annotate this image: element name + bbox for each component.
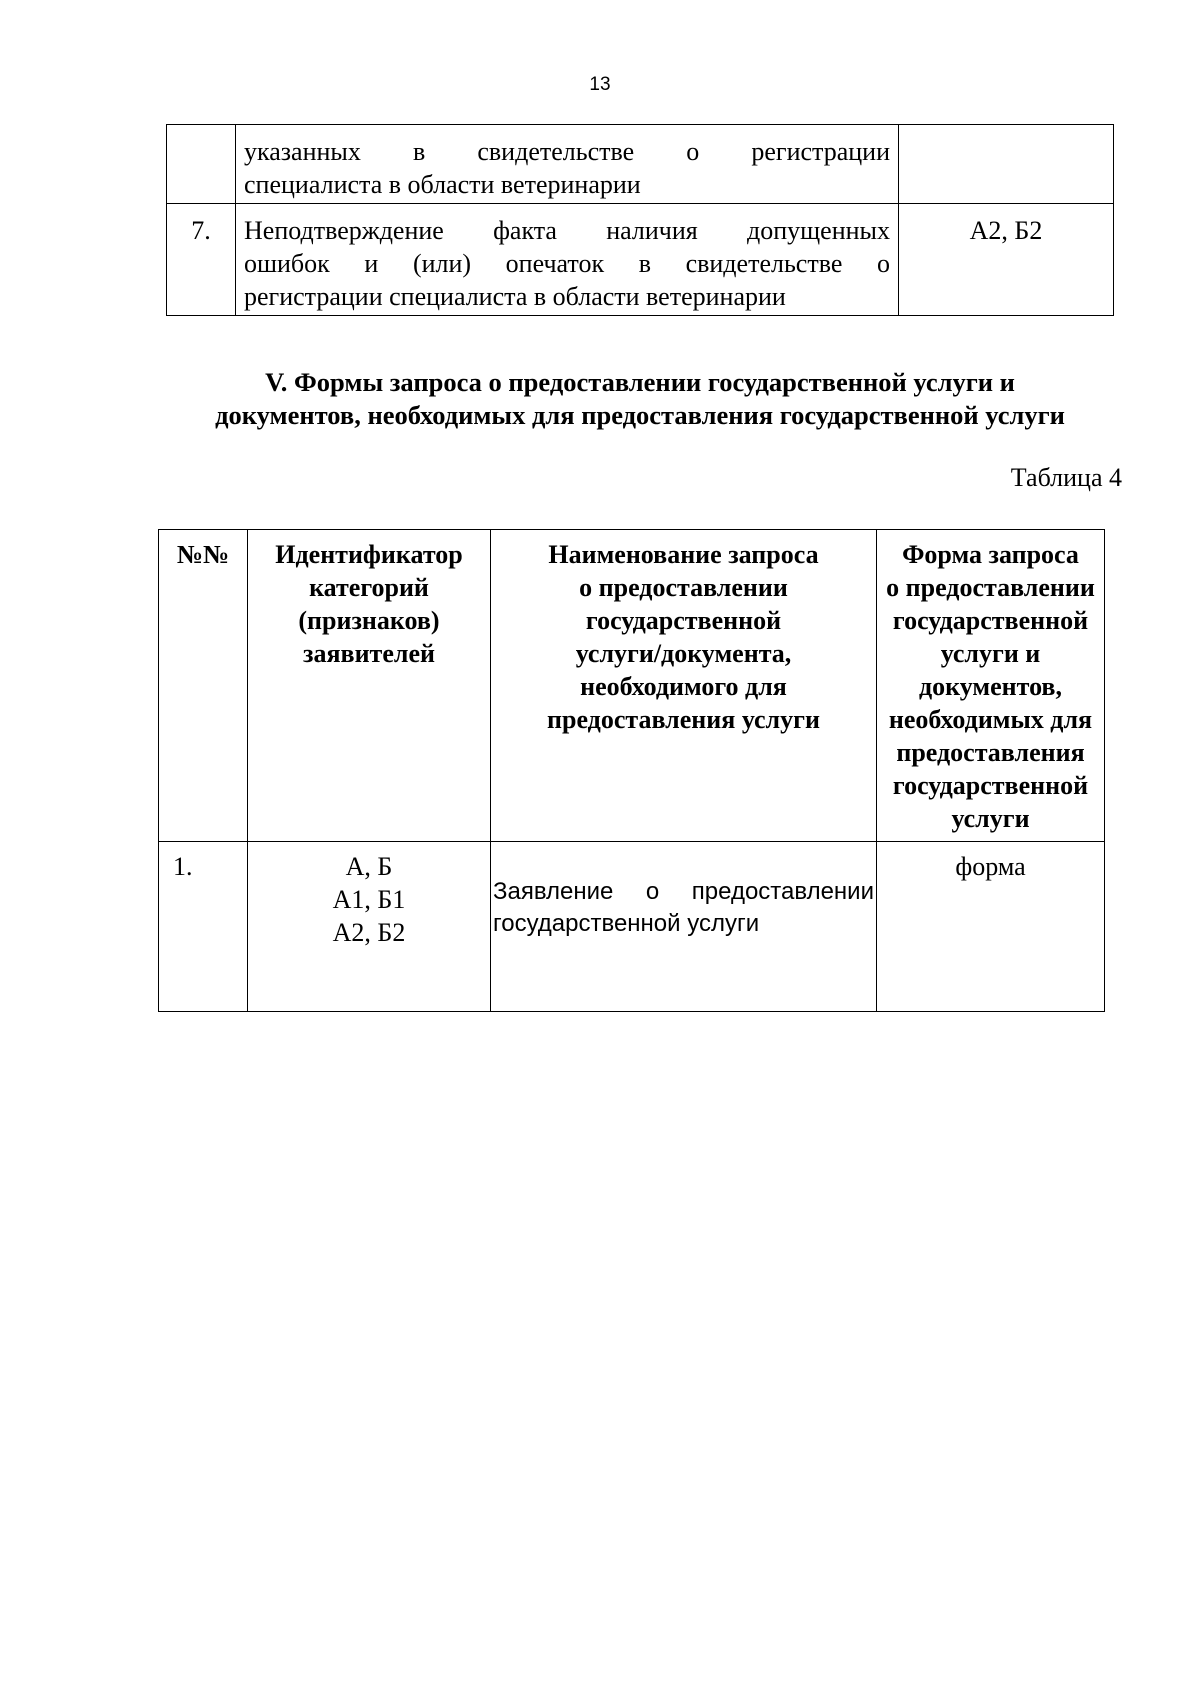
request-name-line: государственной услуги [493, 910, 760, 937]
request-form: форма [877, 842, 1105, 1012]
condition-text-line: указанных в свидетельстве о регистрации [244, 137, 890, 166]
header-line: документов, [919, 672, 1062, 701]
header-line: о предоставлении [886, 573, 1095, 602]
page-number: 13 [589, 74, 611, 95]
header-line: Идентификатор [275, 540, 463, 569]
row-number: 7. [167, 204, 236, 316]
header-request-name [491, 530, 877, 842]
row-number [167, 125, 236, 204]
header-line: Наименование запроса [548, 540, 819, 569]
request-name-line: Заявление о предоставлении [493, 878, 874, 905]
table-header-row [159, 530, 1105, 842]
header-line: услуги [951, 804, 1030, 833]
condition-text-line: специалиста в области ветеринарии [244, 170, 641, 199]
continuation-table [166, 124, 1114, 316]
header-line: о предоставлении [579, 573, 788, 602]
table-row [159, 842, 1105, 1012]
row-number: 1. [159, 842, 248, 1012]
header-line: государственной [585, 606, 782, 635]
header-line: предоставления [896, 738, 1085, 767]
condition-text-line: регистрации специалиста в области ветеринарии [244, 282, 786, 311]
applicant-categories: А2, Б2 [899, 204, 1114, 316]
header-line: услуги и [940, 639, 1041, 668]
identifier-line: А, Б [345, 852, 393, 881]
identifier-line: А2, Б2 [332, 918, 406, 947]
header-line: (признаков) [298, 606, 440, 635]
table-label: Таблица 4 [1010, 463, 1122, 492]
header-line: категорий [309, 573, 429, 602]
header-identifier [248, 530, 491, 842]
header-line: предоставления услуги [547, 705, 820, 734]
applicant-categories [899, 125, 1114, 204]
table-row [167, 204, 1114, 316]
header-line: необходимых для [888, 705, 1093, 734]
condition-text [236, 125, 899, 204]
header-line: заявителей [303, 639, 435, 668]
section-heading [150, 366, 1130, 432]
header-line: государственной [892, 771, 1089, 800]
header-num: №№ [159, 530, 248, 842]
request-name [491, 842, 877, 1012]
section-heading-line: документов, необходимых для предоставления государственной услуги [215, 400, 1065, 430]
request-forms-table [158, 529, 1105, 1012]
identifier-line: А1, Б1 [332, 885, 406, 914]
header-line: государственной [892, 606, 1089, 635]
header-line: Форма запроса [902, 540, 1079, 569]
header-line: услуги/документа, [575, 639, 792, 668]
table-row [167, 125, 1114, 204]
condition-text [236, 204, 899, 316]
section-heading-line: V. Формы запроса о предоставлении государственной услуги и [265, 367, 1015, 397]
header-line: необходимого для [580, 672, 787, 701]
applicant-identifiers [248, 842, 491, 1012]
header-request-form [877, 530, 1105, 842]
condition-text-line: Неподтверждение факта наличия допущенных [244, 216, 890, 245]
condition-text-line: ошибок и (или) опечаток в свидетельстве о [244, 249, 890, 278]
